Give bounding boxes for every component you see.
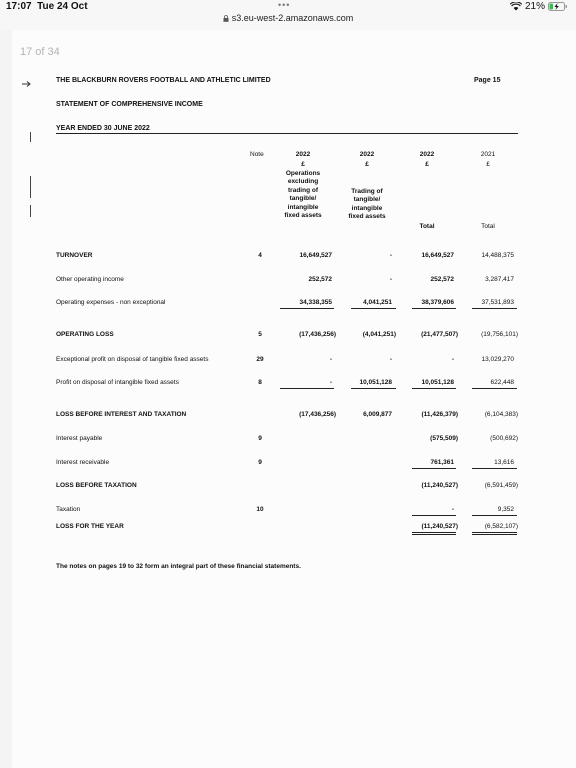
underline-rule bbox=[280, 308, 334, 309]
underline-rule bbox=[412, 308, 456, 309]
note-column-header: Note bbox=[250, 151, 264, 158]
page-label: Page 15 bbox=[474, 77, 501, 84]
column-unit: £ bbox=[301, 161, 305, 169]
row-note: 5 bbox=[258, 331, 262, 338]
margin-mark bbox=[30, 176, 31, 198]
margin-mark bbox=[30, 205, 31, 217]
column-total-label: Total bbox=[419, 222, 435, 230]
cell-operations: 34,338,355 bbox=[299, 299, 332, 306]
cell-total-2022: - bbox=[451, 356, 454, 363]
column-desc-line: intangible bbox=[351, 204, 383, 212]
cell-total-2021: 9,352 bbox=[497, 506, 514, 513]
battery-percent: 21% bbox=[524, 1, 545, 12]
wifi-icon bbox=[510, 2, 522, 11]
cell-trading: - bbox=[389, 252, 392, 259]
double-underline-rule bbox=[412, 534, 456, 535]
column-desc-line: excluding bbox=[287, 178, 319, 186]
cell-operations: (17,436,256) bbox=[299, 411, 336, 418]
row-label: LOSS BEFORE TAXATION bbox=[56, 482, 137, 489]
lock-icon bbox=[223, 15, 229, 22]
cell-total-2022: 38,379,606 bbox=[421, 299, 454, 306]
cell-total-2021: 13,029,270 bbox=[481, 356, 514, 363]
status-indicators bbox=[510, 1, 568, 12]
underline-rule bbox=[280, 388, 334, 389]
column-unit: £ bbox=[486, 161, 490, 169]
url-text: s3.eu-west-2.amazonaws.com bbox=[231, 13, 354, 23]
cell-total-2021: 13,616 bbox=[494, 459, 514, 466]
cell-total-2022: (575,509) bbox=[430, 435, 458, 442]
column-year: 2021 bbox=[480, 151, 496, 158]
status-date: Tue 24 Oct bbox=[37, 1, 88, 12]
cell-total-2022: (11,240,527) bbox=[421, 482, 458, 489]
cell-trading: 10,051,128 bbox=[359, 379, 392, 386]
row-note: 9 bbox=[258, 435, 262, 442]
cell-trading: - bbox=[389, 356, 392, 363]
cell-total-2022: 10,051,128 bbox=[421, 379, 454, 386]
underline-rule bbox=[412, 515, 456, 516]
row-note: 4 bbox=[258, 252, 262, 259]
column-operations-header bbox=[272, 151, 334, 221]
cell-total-2022: - bbox=[451, 506, 454, 513]
column-year: 2022 bbox=[295, 151, 311, 158]
row-note: 9 bbox=[258, 459, 262, 466]
company-name: THE BLACKBURN ROVERS FOOTBALL AND ATHLETIC LIMITED bbox=[56, 77, 271, 84]
underline-rule bbox=[472, 468, 517, 469]
cell-total-2022: (21,477,507) bbox=[421, 331, 458, 338]
row-label: OPERATING LOSS bbox=[56, 331, 114, 338]
column-total-2021-header bbox=[458, 151, 518, 231]
row-label: LOSS FOR THE YEAR bbox=[56, 523, 124, 530]
row-label: Exceptional profit on disposal of tangible fixed assets bbox=[56, 356, 209, 363]
row-note: 29 bbox=[256, 356, 264, 363]
header-rule bbox=[56, 133, 518, 134]
double-underline-rule bbox=[472, 534, 517, 535]
cell-total-2022: 252,572 bbox=[430, 276, 454, 283]
column-desc-line: fixed assets bbox=[348, 213, 386, 221]
cell-trading: 6,009,877 bbox=[363, 411, 392, 418]
cell-total-2021: (19,756,101) bbox=[481, 331, 518, 338]
cell-total-2022: (11,240,527) bbox=[421, 523, 458, 530]
column-desc-line: intangible bbox=[287, 203, 319, 211]
column-unit: £ bbox=[425, 161, 429, 169]
cell-total-2021: 622,448 bbox=[490, 379, 514, 386]
arrow-mark-icon bbox=[22, 80, 32, 88]
underline-rule bbox=[412, 468, 456, 469]
column-year: 2022 bbox=[419, 151, 435, 158]
status-bar bbox=[0, 0, 576, 30]
margin-mark bbox=[30, 132, 31, 142]
column-year: 2022 bbox=[359, 151, 375, 158]
row-label: Other operating income bbox=[56, 276, 124, 283]
column-desc-line: fixed assets bbox=[284, 212, 322, 220]
cell-total-2021: 14,488,375 bbox=[481, 252, 514, 259]
row-note: 10 bbox=[256, 506, 264, 513]
cell-total-2021: (500,692) bbox=[490, 435, 518, 442]
column-desc-line: Trading of bbox=[351, 187, 383, 195]
row-label: LOSS BEFORE INTEREST AND TAXATION bbox=[56, 411, 187, 418]
double-underline-rule bbox=[472, 532, 517, 533]
cell-total-2021: 3,287,417 bbox=[485, 276, 514, 283]
underline-rule bbox=[351, 388, 396, 389]
underline-rule bbox=[351, 308, 396, 309]
statement-title: STATEMENT OF COMPREHENSIVE INCOME bbox=[56, 101, 203, 108]
cell-total-2022: (11,426,379) bbox=[421, 411, 458, 418]
document-page[interactable] bbox=[12, 30, 576, 768]
row-label: Taxation bbox=[56, 506, 81, 513]
cell-trading: 4,041,251 bbox=[363, 299, 392, 306]
cell-total-2021: (6,591,459) bbox=[484, 482, 518, 489]
column-trading-header bbox=[337, 151, 397, 222]
underline-rule bbox=[412, 388, 456, 389]
battery-charging-icon bbox=[548, 2, 568, 11]
cell-operations: (17,436,256) bbox=[299, 331, 336, 338]
cell-total-2022: 761,361 bbox=[430, 459, 454, 466]
row-label: Operating expenses - non exceptional bbox=[56, 299, 166, 306]
row-label: TURNOVER bbox=[56, 252, 93, 259]
tab-menu-dots[interactable]: ••• bbox=[278, 0, 291, 10]
row-label: Interest receivable bbox=[56, 459, 110, 466]
row-note: 8 bbox=[258, 379, 262, 386]
cell-trading: (4,041,251) bbox=[362, 331, 396, 338]
address-bar[interactable] bbox=[0, 13, 576, 23]
column-total-label: Total bbox=[481, 222, 495, 230]
underline-rule bbox=[472, 388, 517, 389]
row-label: Profit on disposal of intangible fixed assets bbox=[56, 379, 179, 386]
page-indicator: 17 of 34 bbox=[20, 46, 60, 58]
cell-total-2021: (6,104,383) bbox=[484, 411, 518, 418]
column-desc-line: tangible/ bbox=[289, 195, 317, 203]
period-label: YEAR ENDED 30 JUNE 2022 bbox=[56, 125, 150, 132]
underline-rule bbox=[472, 308, 517, 309]
column-desc-line: trading of bbox=[288, 186, 318, 194]
cell-operations: - bbox=[329, 379, 332, 386]
column-desc-line: tangible/ bbox=[353, 196, 381, 204]
cell-operations: - bbox=[329, 356, 332, 363]
cell-total-2021: (6,582,107) bbox=[484, 523, 518, 530]
underline-rule bbox=[472, 515, 517, 516]
cell-total-2022: 16,649,527 bbox=[421, 252, 454, 259]
double-underline-rule bbox=[412, 532, 456, 533]
column-unit: £ bbox=[365, 161, 369, 169]
cell-operations: 16,649,527 bbox=[299, 252, 332, 259]
cell-total-2021: 37,531,893 bbox=[481, 299, 514, 306]
status-time-date bbox=[6, 1, 88, 12]
column-desc-line: Operations bbox=[285, 169, 321, 177]
status-time: 17:07 bbox=[6, 1, 32, 12]
column-total-2022-header bbox=[398, 151, 456, 231]
footnote: The notes on pages 19 to 32 form an integral part of these financial statements. bbox=[56, 563, 301, 570]
cell-operations: 252,572 bbox=[308, 276, 332, 283]
cell-trading: - bbox=[389, 276, 392, 283]
row-label: Interest payable bbox=[56, 435, 103, 442]
